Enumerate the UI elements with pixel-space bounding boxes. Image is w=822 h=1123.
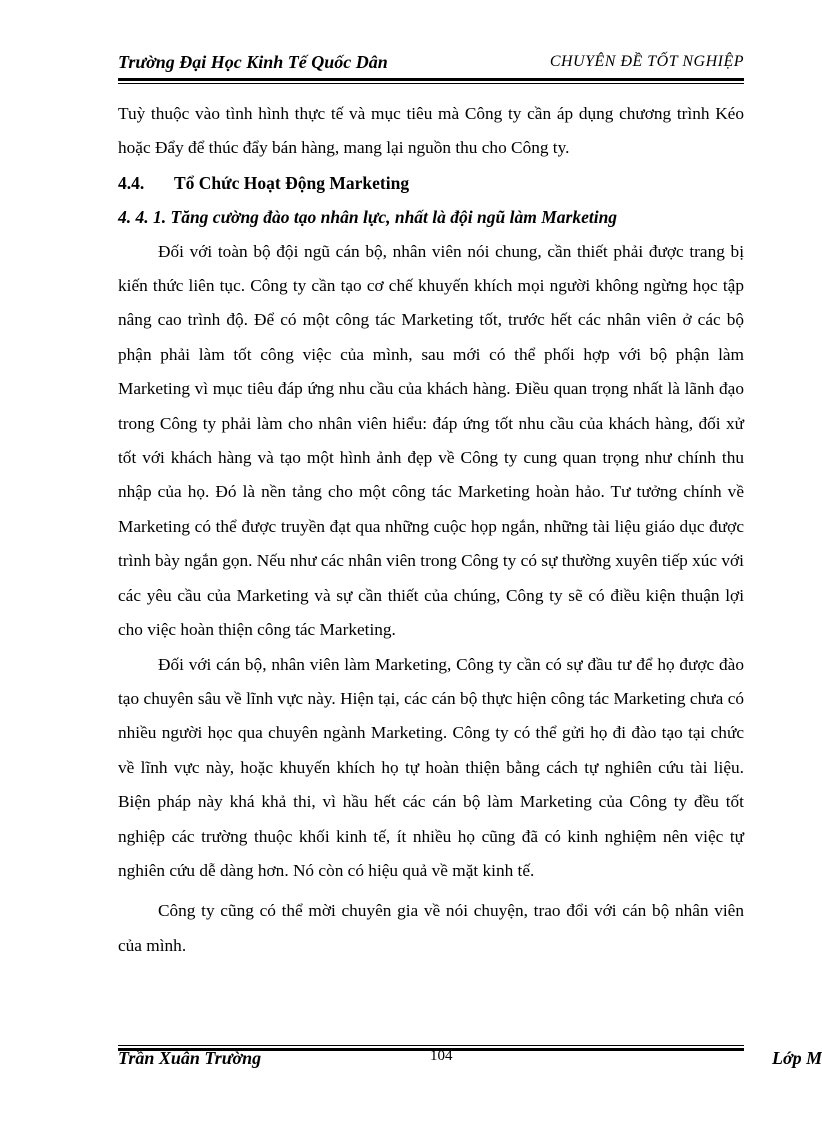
page-header — [118, 50, 744, 82]
footer-author: Trần Xuân Trường — [118, 1048, 262, 1068]
page-number: 104 — [430, 1048, 453, 1064]
section-number: 4.4. — [118, 172, 145, 193]
body-paragraph-2: Đối với cán bộ, nhân viên làm Marketing, Công ty cần có sự đầu tư để họ được đào tạo chuyên sâu về lĩnh vực này. Hiện tại, các cán bộ thực hiện công tác Marketing chưa có nhiều người học qua chuyên ngành Marketing. Công ty có thể gửi họ đi đào tạo tại chức về lĩnh vực này, hoặc khuyến khích họ tự hoàn thiện bằng cách tự nghiên cứu tài liệu. Biện pháp này khá khả thi, vì hầu hết các cán bộ làm Marketing của Công ty đều tốt nghiệp các trường thuộc khối kinh tế, ít nhiều họ cũng đã có kinh nghiệm nên việc tự nghiên cứu dễ dàng hơn. Nó còn có hiệu quả về mặt kinh tế. — [118, 654, 744, 880]
page-content — [118, 97, 744, 963]
subsection-heading: 4. 4. 1. Tăng cường đào tạo nhân lực, nhất là đội ngũ làm Marketing — [118, 207, 618, 228]
header-rule-thick — [118, 78, 744, 81]
section-title: Tổ Chức Hoạt Động Marketing — [174, 172, 410, 193]
body-paragraph-3: Công ty cũng có thể mời chuyên gia về nói chuyện, trao đổi với cán bộ nhân viên của mình. — [118, 901, 744, 955]
page-footer — [118, 1045, 822, 1085]
header-document-type: CHUYÊN ĐỀ TỐT NGHIỆP — [549, 53, 744, 70]
footer-rule-thin — [118, 1045, 744, 1046]
header-university: Trường Đại Học Kinh Tế Quốc Dân — [118, 52, 388, 72]
body-paragraph-1: Đối với toàn bộ đội ngũ cán bộ, nhân viên nói chung, cần thiết phải được trang bị kiến thức liên tục. Công ty cần tạo cơ chế khuyến khích mọi người không ngừng học tập nâng cao trình độ. Để có một công tác Marketing tốt, trước hết các nhân viên ở các bộ phận phải làm tốt công việc của mình, sau mới có thể phối hợp với bộ phận làm Marketing vì mục tiêu đáp ứng nhu cầu của khách hàng. Điều quan trọng nhất là lãnh đạo trong Công ty phải làm cho nhân viên hiểu: đáp ứng tốt nhu cầu của khách hàng, đối xử tốt với khách hàng và tạo một hình ảnh đẹp về Công ty cung quan trọng như chính thu nhập của họ. Đó là nền tảng cho một công tác Marketing hoàn hảo. Tư tưởng chính về Marketing có thể được truyền đạt qua những cuộc họp ngắn, những tài liệu giáo dục được trình bày ngắn gọn. Nếu như các nhân viên trong Công ty có sự thường xuyên tiếp xúc với các yêu cầu của Marketing và sự cần thiết của chúng, Công ty sẽ có điều kiện thuận lợi cho việc hoàn thiện công tác Marketing. — [118, 241, 744, 640]
intro-paragraph: Tuỳ thuộc vào tình hình thực tế và mục tiêu mà Công ty cần áp dụng chương trình Kéo hoặc Đẩy để thúc đẩy bán hàng, mang lại nguồn thu cho Công ty. — [118, 104, 744, 158]
header-rule-thin — [118, 83, 744, 84]
section-heading — [118, 166, 744, 200]
footer-class: Lớp M — [772, 1048, 822, 1068]
